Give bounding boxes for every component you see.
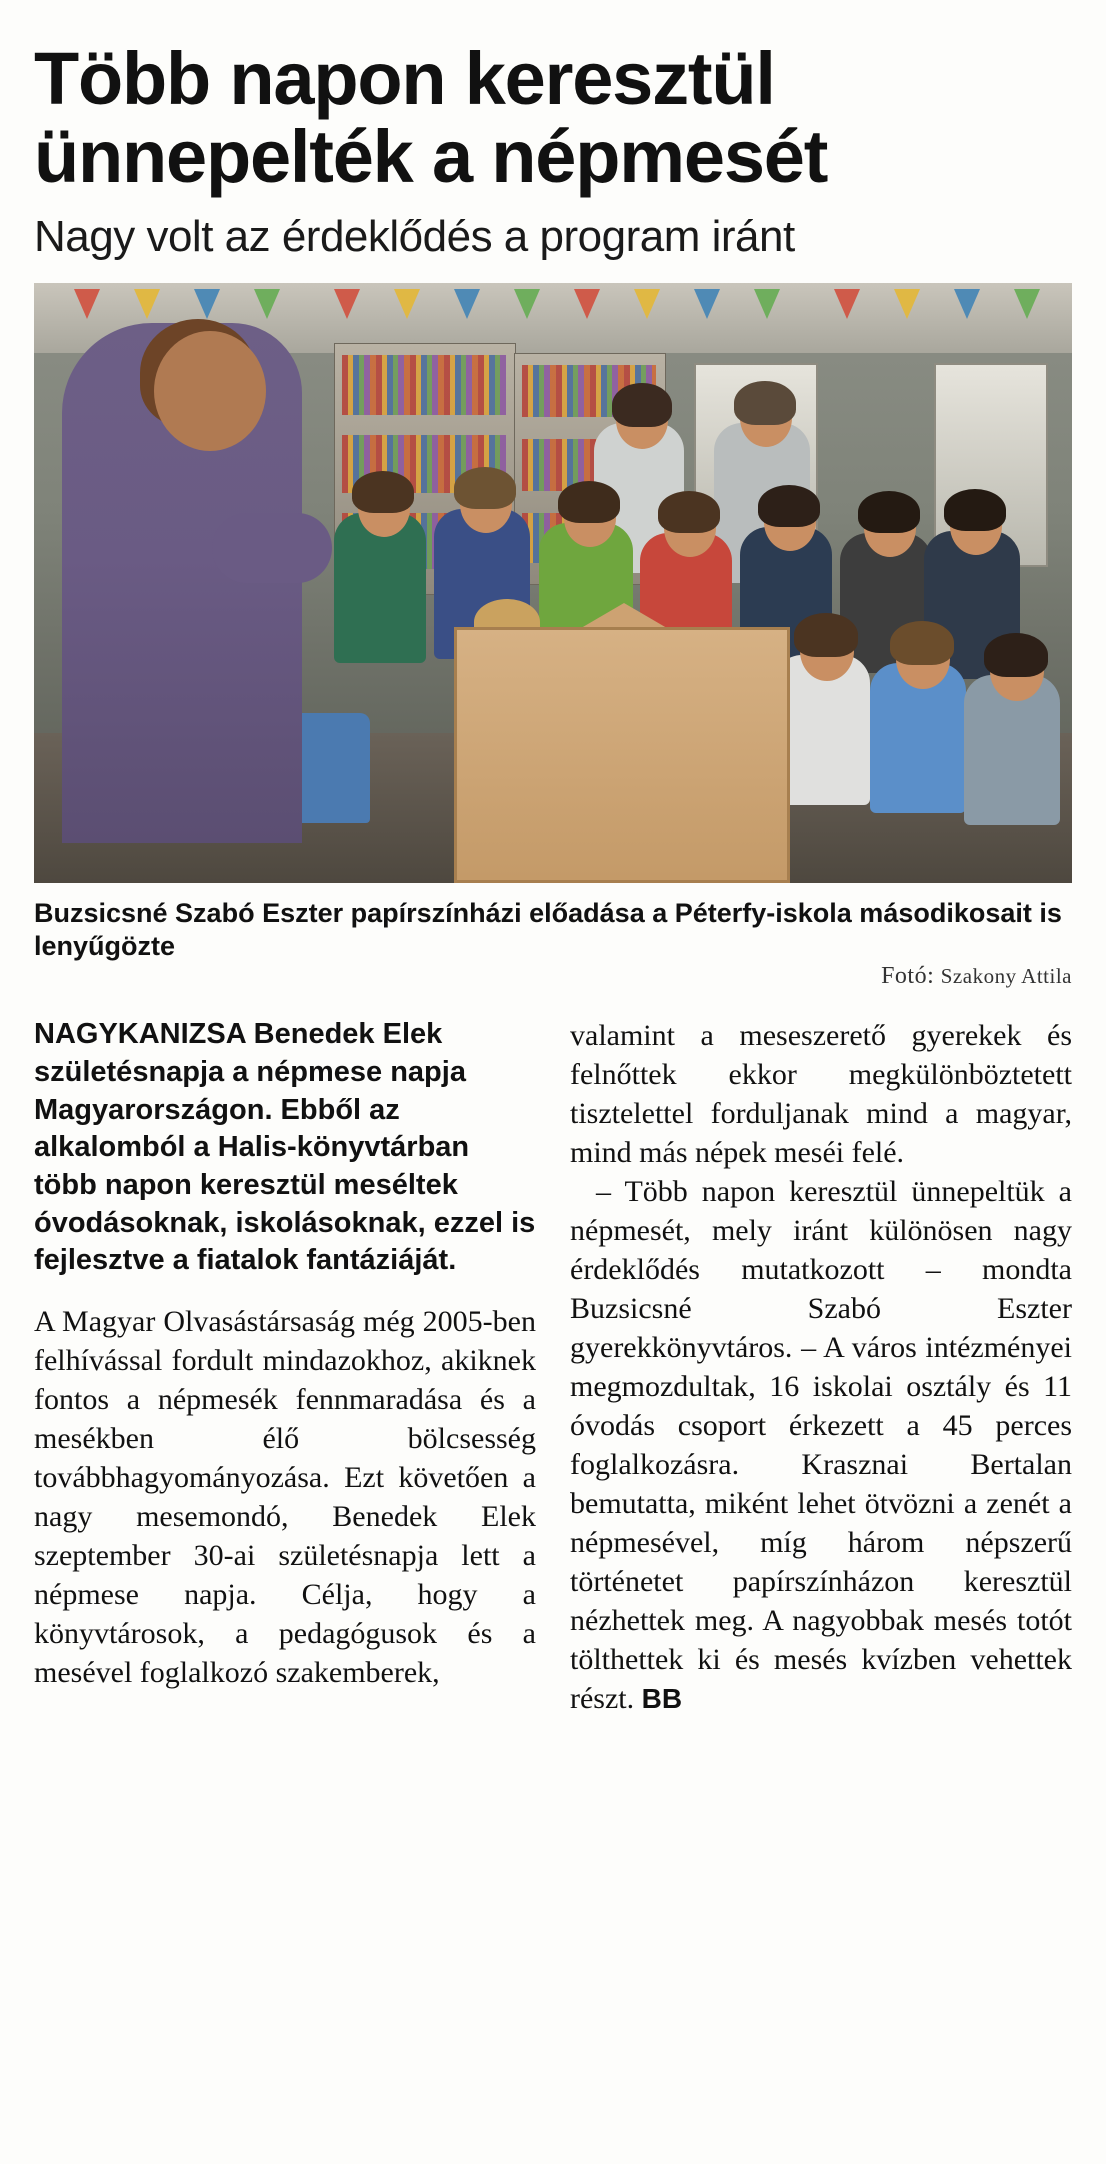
headline-line-2: ünnepelték a népmesét xyxy=(34,115,828,199)
photo-illustration xyxy=(34,283,1072,883)
column-left xyxy=(34,1016,536,1718)
photo-caption: Buzsicsné Szabó Eszter papírszínházi előadása a Péterfy-iskola másodikosait is lenyűgözte xyxy=(34,898,1062,962)
article-body xyxy=(34,1016,1072,1718)
page-title xyxy=(34,37,1072,199)
paragraph: valamint a meseszerető gyerekek és felnőttek ekkor megkülönböztetett tisztelettel forduljanak mind a magyar, mind más népek meséi felé. xyxy=(570,1019,1072,1170)
paragraph-text: – Több napon keresztül ünnepeltük a népmesét, mely iránt különösen nagy érdeklődés mutatkozott – mondta Buzsicsné Szabó Eszter gyerekkönyvtáros. – A város intézményei megmozdultak, 16 iskolai osztály és 11 óvodás csoport érkezett a 45 perces foglalkozásra. Krasznai Bertalan bemutatta, miként lehet ötvözni a zenét a népmesével, míg három népszerű történetet papírszínházon keresztül nézhettek meg. A nagyobbak mesés totót tölthettek ki és mesés kvízben vehettek részt. xyxy=(570,1175,1072,1716)
photo-credit-row xyxy=(34,963,1072,990)
photo-credit xyxy=(881,963,1072,990)
dateline: NAGYKANIZSA xyxy=(34,1018,246,1051)
paragraph xyxy=(570,1172,1072,1718)
photo-credit-name: Szakony Attila xyxy=(940,964,1072,989)
lede-paragraph xyxy=(34,1016,536,1280)
subheadline: Nagy volt az érdeklődés a program iránt xyxy=(34,211,795,261)
article-photo xyxy=(34,283,1072,883)
photo-credit-label: Fotó: xyxy=(881,963,935,990)
paragraph: A Magyar Olvasástársaság még 2005-ben felhívással fordult mindazokhoz, akiknek fontos a népmesék fennmaradása és a mesékben élő bölcsesség továbbhagyományozása. Ezt követően a nagy mesemondó, Benedek Elek szeptember 30-ai születésnapja lett a népmese napja. Célja, hogy a könyvtárosok, a pedagógusok és a mesével foglalkozó szakemberek, xyxy=(34,1304,536,1689)
storyteller-figure xyxy=(62,323,302,843)
author-signature: BB xyxy=(641,1683,683,1715)
lede-text: Benedek Elek születésnapja a népmese napja Magyarországon. Ebből az alkalomból a Halis-könyvtárban több napon keresztül meséltek óvodásoknak, iskolásoknak, ezzel is fejlesztve a fiatalok fantáziáját. xyxy=(34,1018,536,1277)
column-right xyxy=(570,1016,1072,1718)
headline-line-1: Több napon keresztül xyxy=(34,37,775,120)
